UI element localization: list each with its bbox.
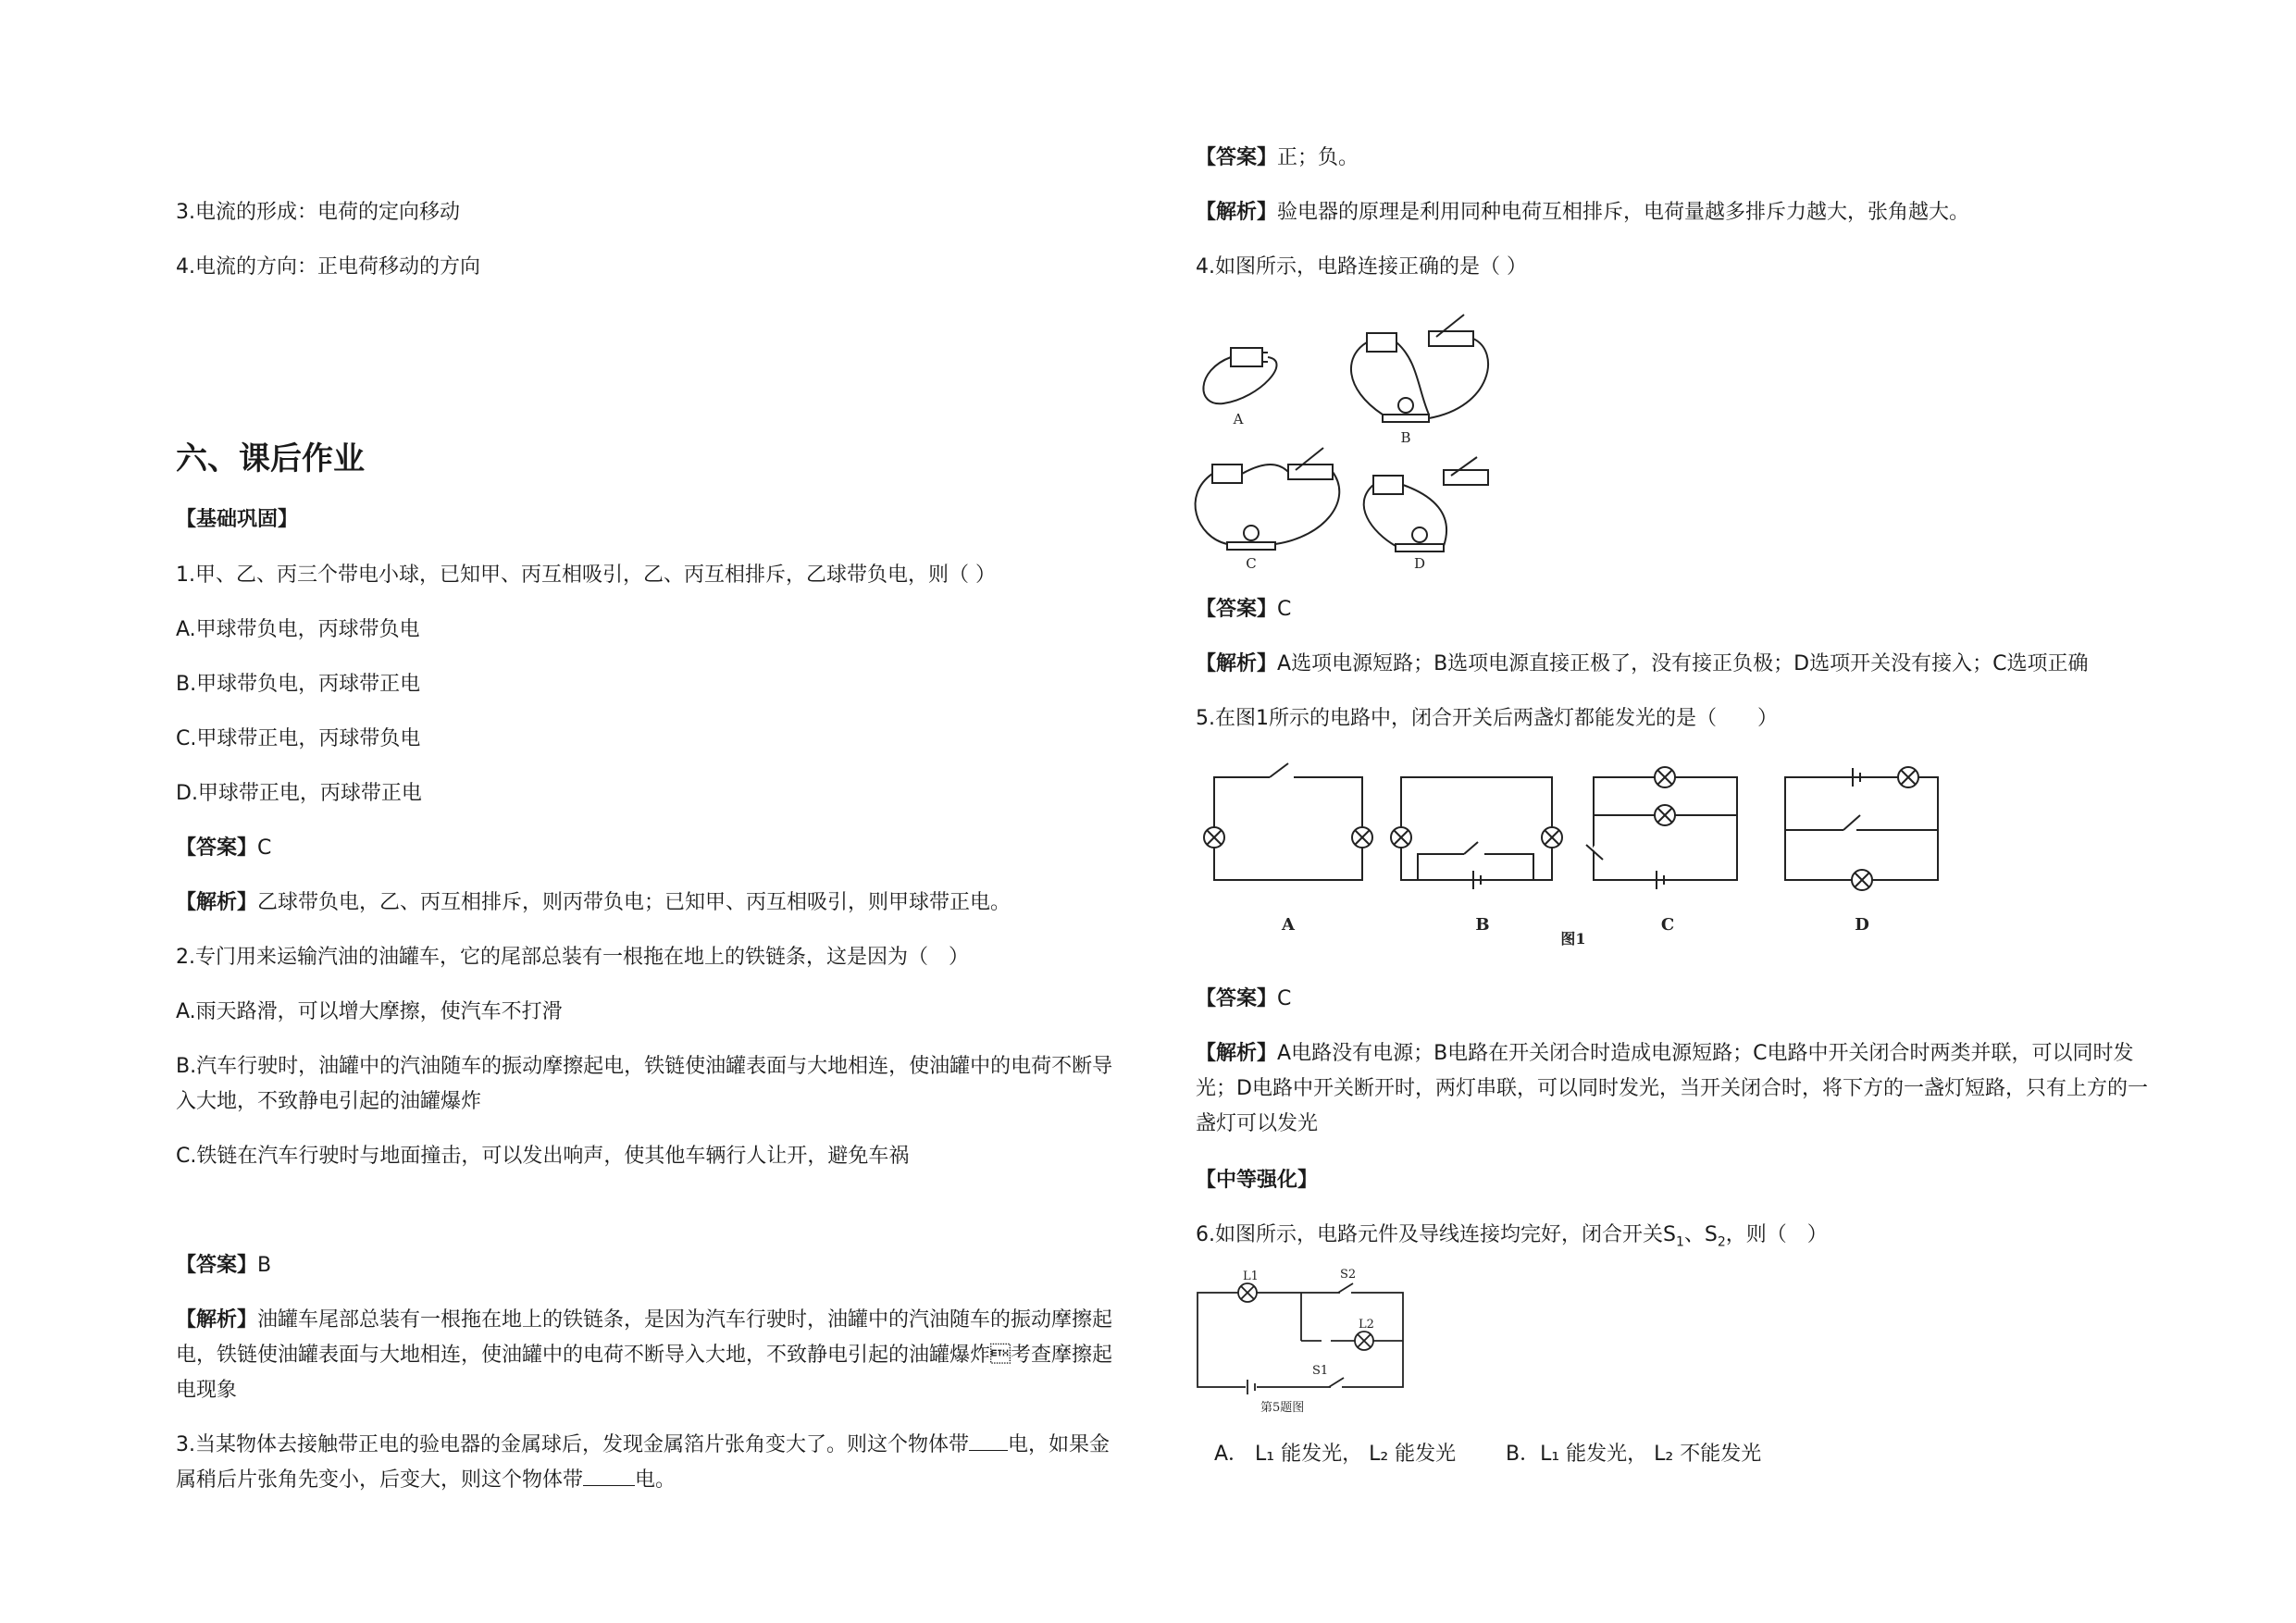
q3-stem-part3: 电。 [635, 1468, 676, 1492]
current-formation-line: 3.电流的形成：电荷的定向移动 [176, 201, 460, 224]
q6-label-l2: L2 [1359, 1318, 1374, 1332]
analysis-text: 乙球带负电，乙、丙互相排斥，则丙带负电；已知甲、丙互相吸引，则甲球带正电。 [257, 891, 1011, 914]
q4-label-c: C [1246, 555, 1257, 572]
q4-circuit-figure [1186, 305, 1520, 583]
q5-stem: 5.在图1所示的电路中，闭合开关后两盏灯都能发光的是（ ） [1196, 707, 1778, 730]
q6-stem: 6.如图所示，电路元件及导线连接均完好，闭合开关$S_1$、$S_2$，则（ ） [1196, 1223, 1828, 1250]
analysis-label: 【解析】 [176, 891, 258, 914]
q3-analysis [1196, 195, 1969, 230]
q6-label-s1: S1 [1312, 1364, 1329, 1378]
analysis-text: A选项电源短路；B选项电源直接正极了，没有接正负极；D选项开关没有接入；C选项正确 [1277, 652, 2089, 675]
analysis-label: 【解析】 [1196, 652, 1278, 675]
q2-option-b: B.汽车行驶时，油罐中的汽油随车的振动摩擦起电，铁链使油罐表面与大地相连，使油罐中的电荷不断导入大地，不致静电引起的油罐爆炸 [176, 1055, 1113, 1113]
answer-label: 【答案】 [176, 836, 258, 860]
q3-stem-part2: 电，如果金属稍后片张角先变小，后变大，则这个物体带 [176, 1433, 1111, 1492]
q4-analysis [1196, 647, 2088, 682]
q5-label-d: D [1855, 915, 1869, 935]
q1-option-a: A.甲球带负电，丙球带负电 [176, 618, 420, 641]
q4-circuit-b [1351, 315, 1488, 422]
q6-stem-sep: 、S [1683, 1223, 1718, 1246]
q5-circuit-a [1204, 763, 1372, 880]
q3-blank-2 [583, 1465, 635, 1486]
answer-value: C [1277, 598, 1292, 621]
q4-circuit-d [1364, 457, 1488, 551]
q5-fig-caption: 图1 [1560, 930, 1586, 948]
analysis-text: A电路没有电源；B电路在开关闭合时造成电源短路；C电路中开关闭合时两类并联，可以同时发光；D电路中开关断开时，两灯串联，可以同时发光，当开关闭合时，将下方的一盏灯短路，只有上方的一盏灯可以发光 [1196, 1042, 2148, 1135]
answer-label: 【答案】 [176, 1254, 258, 1277]
q5-circuit-figure [1196, 754, 1973, 953]
section-title: 六、课后作业 [176, 440, 365, 477]
q5-label-c: C [1660, 915, 1675, 935]
q3-blank-1 [969, 1430, 1008, 1451]
q4-stem: 4.如图所示，电路连接正确的是（ ） [1196, 255, 1527, 279]
q5-label-a: A [1282, 915, 1295, 935]
q5-answer [1196, 982, 1291, 1017]
q6-label-s2: S2 [1340, 1268, 1357, 1282]
answer-label: 【答案】 [1196, 987, 1278, 1010]
q2-analysis [176, 1303, 1120, 1408]
analysis-label: 【解析】 [1196, 1042, 1278, 1065]
q3-stem-part1: 3.当某物体去接触带正电的验电器的金属球后，发现金属箔片张角变大了。则这个物体带 [176, 1433, 969, 1456]
analysis-label: 【解析】 [176, 1308, 258, 1332]
q6-option-a: A． L₁ 能发光， L₂ 能发光 [1214, 1443, 1457, 1466]
q2-option-c: C.铁链在汽车行驶时与地面撞击，可以发出响声，使其他车辆行人让开，避免车祸 [176, 1145, 910, 1168]
answer-value: C [1277, 987, 1292, 1010]
q4-answer [1196, 592, 1291, 627]
q3-answer [1196, 141, 1359, 176]
current-direction-line: 4.电流的方向：正电荷移动的方向 [176, 255, 480, 279]
q4-label-a: A [1233, 411, 1244, 427]
answer-value: B [257, 1254, 272, 1277]
answer-value: 正；负。 [1277, 146, 1359, 169]
q4-label-b: B [1400, 429, 1411, 446]
analysis-text: 油罐车尾部总装有一根拖在地上的铁链条，是因为汽车行驶时，油罐中的汽油随车的振动摩擦起电，铁链使油罐表面与大地相连，使油罐中的电荷不断导入大地，不致静电引起的油罐爆炸考查摩擦起电现象 [176, 1308, 1113, 1402]
q4-label-d: D [1413, 555, 1426, 572]
q1-analysis [176, 886, 1011, 921]
q6-label-l1: L1 [1243, 1270, 1259, 1283]
analysis-label: 【解析】 [1196, 201, 1278, 224]
q5-label-b: B [1475, 915, 1490, 935]
q4-circuit-a [1203, 348, 1276, 403]
answer-label: 【答案】 [1196, 146, 1278, 169]
q1-option-d: D.甲球带正电，丙球带正电 [176, 782, 422, 805]
q2-answer [176, 1248, 271, 1283]
q6-circuit-figure [1192, 1263, 1414, 1416]
q3-stem [176, 1428, 1120, 1498]
q6-fig-caption: 第5题图 [1260, 1401, 1305, 1415]
q5-circuit-b [1391, 777, 1562, 889]
q1-stem: 1.甲、乙、丙三个带电小球，已知甲、丙互相吸引，乙、丙互相排斥，乙球带负电，则（ ） [176, 564, 996, 587]
answer-value: C [257, 836, 272, 860]
q5-circuit-d [1785, 767, 1938, 890]
subsection-medium: 【中等强化】 [1196, 1169, 1319, 1192]
q2-stem: 2.专门用来运输汽油的油罐车，它的尾部总装有一根拖在地上的铁链条，这是因为（ ） [176, 946, 969, 969]
q5-analysis [1196, 1036, 2149, 1142]
subsection-basic: 【基础巩固】 [176, 508, 299, 531]
q6-stem-suffix: ，则（ ） [1725, 1223, 1828, 1246]
q1-option-c: C.甲球带正电，丙球带负电 [176, 727, 421, 750]
q5-circuit-c [1586, 767, 1737, 889]
answer-label: 【答案】 [1196, 598, 1278, 621]
q1-answer [176, 831, 271, 866]
q1-option-b: B.甲球带负电，丙球带正电 [176, 673, 421, 696]
q4-circuit-c [1196, 448, 1340, 550]
q2-option-a: A.雨天路滑，可以增大摩擦，使汽车不打滑 [176, 1000, 563, 1023]
q6-option-b: B．L₁ 能发光， L₂ 不能发光 [1506, 1443, 1762, 1466]
analysis-text: 验电器的原理是利用同种电荷互相排斥，电荷量越多排斥力越大，张角越大。 [1277, 201, 1970, 224]
q6-stem-prefix: 6.如图所示，电路元件及导线连接均完好，闭合开关S [1196, 1223, 1676, 1246]
